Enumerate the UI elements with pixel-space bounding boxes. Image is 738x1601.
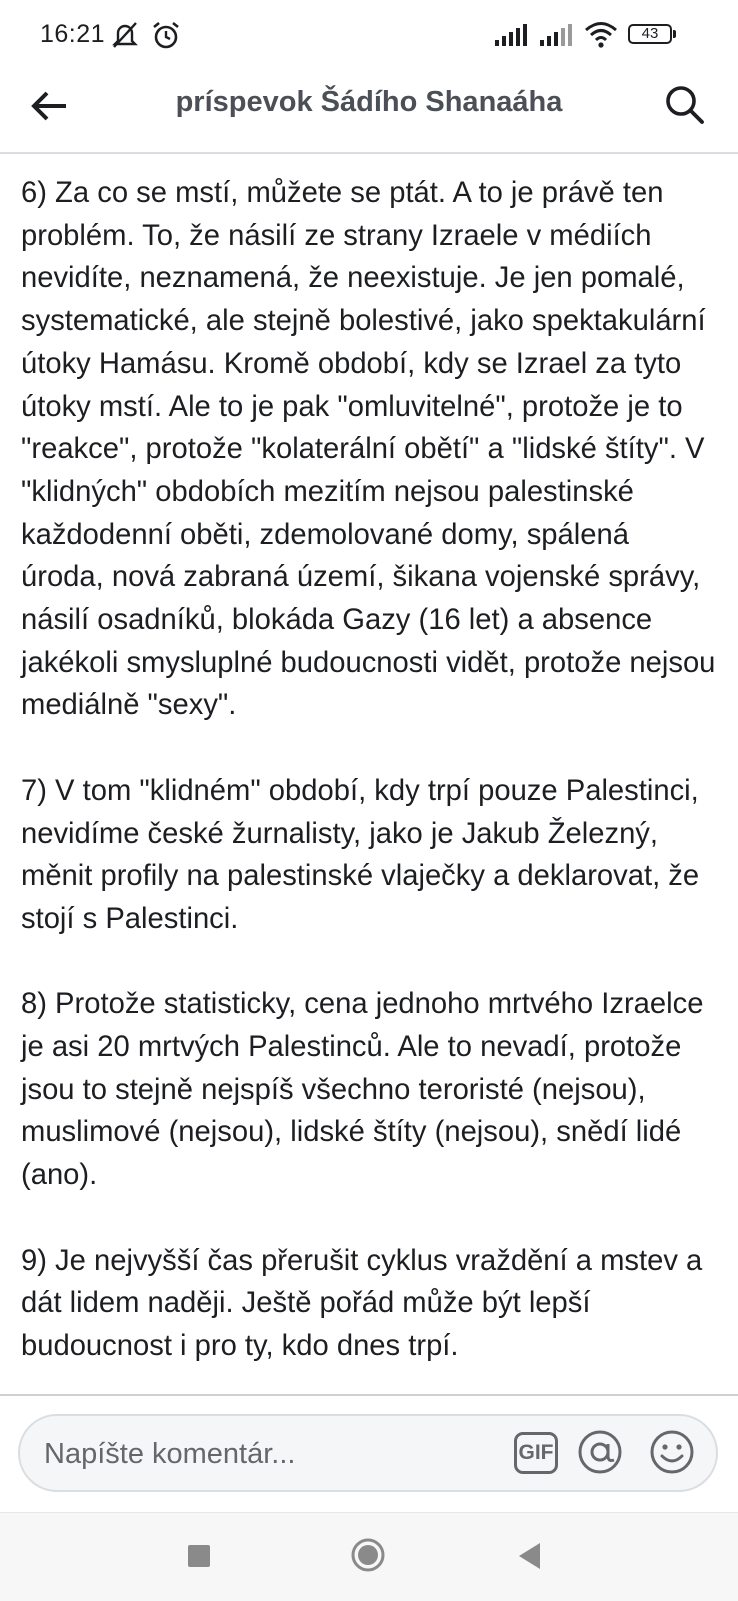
back-triangle-icon <box>516 1541 544 1571</box>
post-paragraph: 6) Za co se mstí, můžete se ptát. A to je právě ten problém. To, že násilí ze strany Izraele v médiích nevidíte, neznamená, že neexistuje. Je jen pomalé, systematické, ale stejně bolestivé, jako spektakulární útoky Hamásu. Kromě období, kdy se Izrael za tyto útoky mstí. Ale to je pak "omluvitelné", protože je to "reakce", protože "kolaterální obětí" a "lidské štíty". V "klidných" obdobích mezitím nejsou palestinské každodenní oběti, zdemolované domy, spálená úroda, nová zabraná území, šikana vojenské správy, násilí osadníků, blokáda Gazy (16 let) a absence jakékoli smysluplné budoucnosti vidět, protože nejsou mediálně "sexy". <box>21 177 716 722</box>
at-sign-icon <box>576 1428 624 1476</box>
home-button[interactable] <box>350 1537 386 1573</box>
alarm-icon <box>150 20 182 52</box>
comment-input[interactable] <box>42 1416 486 1492</box>
search-icon <box>662 82 708 128</box>
post-paragraph: 7) V tom "klidném" období, kdy trpí pouze Palestinci, nevidíme české žurnalisty, jako je Jakub Železný, měnit profily na palestinské vlaječky a deklarovat, že stojí s Palestinci. <box>21 774 700 935</box>
recent-apps-square-icon <box>186 1543 212 1569</box>
signal-icon <box>540 24 574 46</box>
post-paragraph: 9) Je nejvyšší čas přerušit cyklus vraždění a mstev a dát lidem naději. Ještě pořád může být lepší budoucnost i pro ty, kdo dnes trpí. <box>21 1244 703 1362</box>
notifications-muted-icon <box>110 20 140 50</box>
recent-apps-button[interactable] <box>186 1543 212 1569</box>
app-header <box>0 72 738 154</box>
post-content[interactable] <box>0 154 738 1394</box>
back-arrow-icon <box>28 84 72 128</box>
battery-tip <box>673 30 676 38</box>
comment-bar <box>0 1394 738 1514</box>
smiley-icon <box>648 1428 696 1476</box>
battery-level: 43 <box>641 25 659 42</box>
emoji-button[interactable] <box>648 1428 696 1476</box>
page-title: príspevok Šádího Shanaáha <box>175 86 563 118</box>
gif-button[interactable]: GIF <box>514 1432 558 1474</box>
comment-box <box>18 1414 718 1492</box>
signal-icon <box>495 24 529 46</box>
post-paragraph: 8) Protože statisticky, cena jednoho mrtvého Izraelce je asi 20 mrtvých Palestinců. Ale to nevadí, protože jsou to stejně nejspíš všechno teroristé (nejsou), muslimové (nejsou), lidské štíty (nejsou), snědí lidé (ano). <box>21 988 704 1192</box>
wifi-icon <box>584 20 618 48</box>
battery-icon <box>628 24 672 44</box>
system-nav-bar <box>0 1512 738 1601</box>
system-back-button[interactable] <box>516 1541 544 1571</box>
home-circle-icon <box>350 1537 386 1573</box>
mention-button[interactable] <box>576 1428 624 1476</box>
post-text <box>0 154 738 1368</box>
search-button[interactable] <box>662 82 708 128</box>
status-time: 16:21 <box>40 20 106 48</box>
back-button[interactable] <box>28 84 72 128</box>
status-bar <box>0 0 738 72</box>
